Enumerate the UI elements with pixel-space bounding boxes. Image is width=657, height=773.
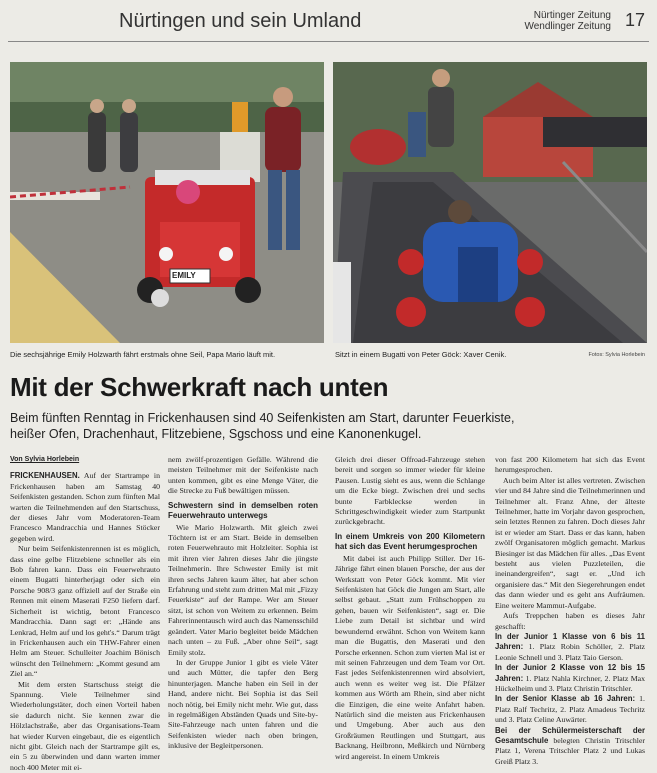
article-column-3 <box>335 455 485 762</box>
result-label: In der Junior 1 Klasse von 6 bis 11 Jahren: <box>495 631 645 652</box>
caption-left: Die sechsjährige Emily Holzwarth fährt erstmals ohne Seil, Papa Mario läuft mit. <box>10 350 276 359</box>
paper-name <box>524 10 611 32</box>
result-text: 1. Platz Ralf Techritz, 2. Platz Amadeus Techritz und 3. Platz Celine Auwärter. <box>495 694 645 725</box>
result-text: belegten Christin Tritschler Platz 1, Verena Tritschler Platz 2 und Lukas Greiß Platz 3. <box>495 735 646 766</box>
subheadline: Beim fünften Renntag in Frickenhausen sind 40 Seifenkisten am Start, darunter Feuerkiste, heißer Ofen, Drachenhaut, Flitzebiene, Sgschoss und eine Kanonenkugel. <box>10 411 515 441</box>
paragraph: Auch beim Alter ist alles vertreten. Zwischen vier und 84 Jahre sind die Teilnehmerinnen und Teilnehmer alt. Franz Ahne, der älteste Teilnehmer, hatte im Vorjahr davon gesprochen, sein letztes Rennen zu fahren. Doch dieses Jahr ist er wieder am Start. Dass er das kann, haben zwölf Organisatoren möglich gemacht. Markus Biesinger ist das Mädchen für alles. „Das Event besteht aus vielen Puzzleteilen, die ineinandergreifen“, sagt er. „Und ich organisiere das.“ Mit den Siegerehrungen endet das dann wieder und es geht ans Aufräumen. Eine weitere Mammut-Aufgabe. <box>495 475 645 610</box>
paragraph: nem zwölf-prozentigen Gefälle. Während die meisten Teilnehmer mit der Seifenkiste nach unten kommen, gibt es eine Menge Väter, die die Strecke zu Fuß bewältigen müssen. <box>168 455 318 496</box>
caption-right: Sitzt in einem Bugatti von Peter Göck: Xaver Cenik. <box>335 350 507 359</box>
intertitle: In einem Umkreis von 200 Kilometern hat sich das Event herumgesprochen <box>335 531 485 551</box>
headline: Mit der Schwerkraft nach unten <box>10 372 389 402</box>
license-plate-emily: EMILY <box>172 271 196 280</box>
header-rule <box>8 41 649 42</box>
dateline: FRICKENHAUSEN. <box>10 471 80 481</box>
intertitle: Schwestern sind in demselben roten Feuerwehrauto unterwegs <box>168 500 318 520</box>
paper-name-line1: Nürtinger Zeitung <box>533 10 611 21</box>
paragraph: In der Gruppe Junior 1 gibt es viele Väter und auch Mütter, die tapfer den Berg hinunterjagen. Manche haben ein Seil in der Hand, andere nicht. Bei Sophia ist das Seil noch nötig, bei Emily nicht mehr. Wie gut, dass in regelmäßigen Abständen Quads und Site-by-Site-Fahrzeuge nach unten fahren und die Seifenkisten wieder nach oben bringen, inklusive der Begleitpersonen. <box>168 657 318 751</box>
paragraph: Mit dem ersten Startschuss steigt die Spannung. Viele Teilnehmer sind Wiederholungstäter, doch einen Vorteil haben sie dadurch nicht. Sie kennen zwar die Hölzlachstraße, aber das Organisations-Team hat wieder Kurven eingebaut, die es eigentlich nicht gibt. Gleich nach der Startrampe gilt es, ein 5 zu überwinden und dann warten immer noch 400 Meter mit ei- <box>10 679 160 772</box>
paragraph: Nur beim Seifenkistenrennen ist es möglich, dass eine gelbe Flitzebiene schneller als ein Bob fahren kann. Dass ein Feuerwehrauto einem Bugatti hinterherjagt oder sich ein Porsche 908/3 ganz offiziell auf der Straße ein Rennen mit einem Maserati F250 liefern darf. Sicherheit ist wichtig, betont Francesco Mandracchia. Dann sagt er: „Hände ans Lenkrad, Helm auf und los geht's.“ Darum trägt in Frickenhausen auch ein THW-Fahrer einen Helm am Steuer. Schulleiter Joachim Bönisch wünscht den Teilnehmern: „Kommt gesund am Ziel an.“ <box>10 544 160 679</box>
result-senior <box>495 694 645 725</box>
photo-emily <box>10 62 324 343</box>
result-text: 1. Platz Nahla Kirchner, 2. Platz Max Hückelheim und 3. Platz Christin Tritschler. <box>495 673 645 693</box>
section-title: Nürtingen und sein Umland <box>119 10 362 32</box>
paragraph: Mit dabei ist auch Philipp Stiller. Der 16-Jährige fährt einen blauen Porsche, der aus der Werkstatt von Peter Göck kommt. Mit vier Seifenkisten hat Göck die Jungen am Start, alle selbst gebaut. „Statt zum Frühschoppen zu gehen, bauen wir Seifenkisten“, sagt er. Die Liebe zum Detail ist sichtbar und wird bewundernd erwähnt. Schon von Weitem kann man die Bugattis, den Maserati und den Porsche erkennen. Schon zum vierten Mal ist er mit seinen Fahrzeugen und dem Team vor Ort. Fast jedes Seifenkistenrennen wird absolviert, auch wenn es weiter weg ist. Die Pfälzer kommen aus Wörth am Rhein, sind aber nicht die Einzigen, die eine weite Anfahrt haben. Natürlich sind die meisten aus Frickenhausen und Umgebung. Aber auch aus den Großräumen Reutlingen und Stuttgart, aus Backnang, Heilbronn, Meßkirch und Nürnberg wird angereist. In einem Umkreis <box>335 553 485 761</box>
masthead <box>0 0 657 40</box>
result-text: 1. Platz Robin Schöller, 2. Platz Leonie Schnell und 3. Platz Taio Gerson. <box>495 642 646 662</box>
paragraph: Gleich drei dieser Offroad-Fahrzeuge stehen bereit und sorgen so immer wieder für kleine Pausen. Lustig sieht es aus, wenn die Schlange um die Ecke biegt. Zwischen drei und sechs bunte Farbkleckse werden in Schrittgeschwindigkeit wieder zum Startpunkt zurückgebracht. <box>335 455 485 527</box>
photo-bugatti-illustration <box>333 62 647 343</box>
result-junior-2 <box>495 663 645 694</box>
photo-bugatti <box>333 62 647 343</box>
paragraph: von fast 200 Kilometern hat sich das Event herumgesprochen. <box>495 455 645 475</box>
paper-name-line2: Wendlinger Zeitung <box>524 21 611 32</box>
article-column-1 <box>10 455 160 773</box>
article-column-2 <box>168 455 318 752</box>
paragraph-text: Auf der Startrampe in Frickenhausen haben am Samstag 40 Seifenkisten gestanden. Schon zum fünften Mal warten die Teilnehmenden auf den Startschuss, der dieses Jahr vom Moderatoren-Team Francesco Mandracchia und Hannes Stöcker gegeben wird. <box>10 471 160 543</box>
result-label: In der Junior 2 Klasse von 12 bis 15 Jahren: <box>495 663 645 683</box>
paragraph <box>10 471 160 544</box>
result-label: Bei der Schülermeisterschaft der Gesamtschule <box>495 725 645 745</box>
photo-credit: Fotos: Sylvia Horlebein <box>588 352 645 358</box>
paragraph: Aufs Treppchen haben es dieses Jahr geschafft: <box>495 611 645 631</box>
photo-emily-illustration <box>10 62 324 343</box>
byline: Von Sylvia Horlebein <box>10 456 80 463</box>
paragraph: Wie Mario Holzwarth. Mit gleich zwei Töchtern ist er am Start. Beide in demselben roten Feuerwehrauto mit Holzleiter. Sophia ist mit ihren vier Jahren dieses Jahr die jüngste Teilnehmerin. Ihre Schwester Emily ist mit ihren sechs Jahren kaum älter, hat aber schon Erfahrung und steht zum dritten Mal mit „Fizzy Feuerkiste“ auf der Rampe. Wer am Steuer sitzt, ist schon von Weitem zu erkennen. Beim Fahrerinnentausch wird auch das Namensschild geändert. Vater Mario begleitet beide Mädchen nach unten – zu Fuß. „Aber ohne Seil“, sagt Emily stolz. <box>168 522 318 657</box>
result-label: In der Senior Klasse ab 16 Jahren: <box>495 694 636 704</box>
result-school <box>495 726 645 768</box>
page-number: 17 <box>624 10 645 30</box>
article-column-4 <box>495 455 645 767</box>
result-junior-1 <box>495 632 645 663</box>
